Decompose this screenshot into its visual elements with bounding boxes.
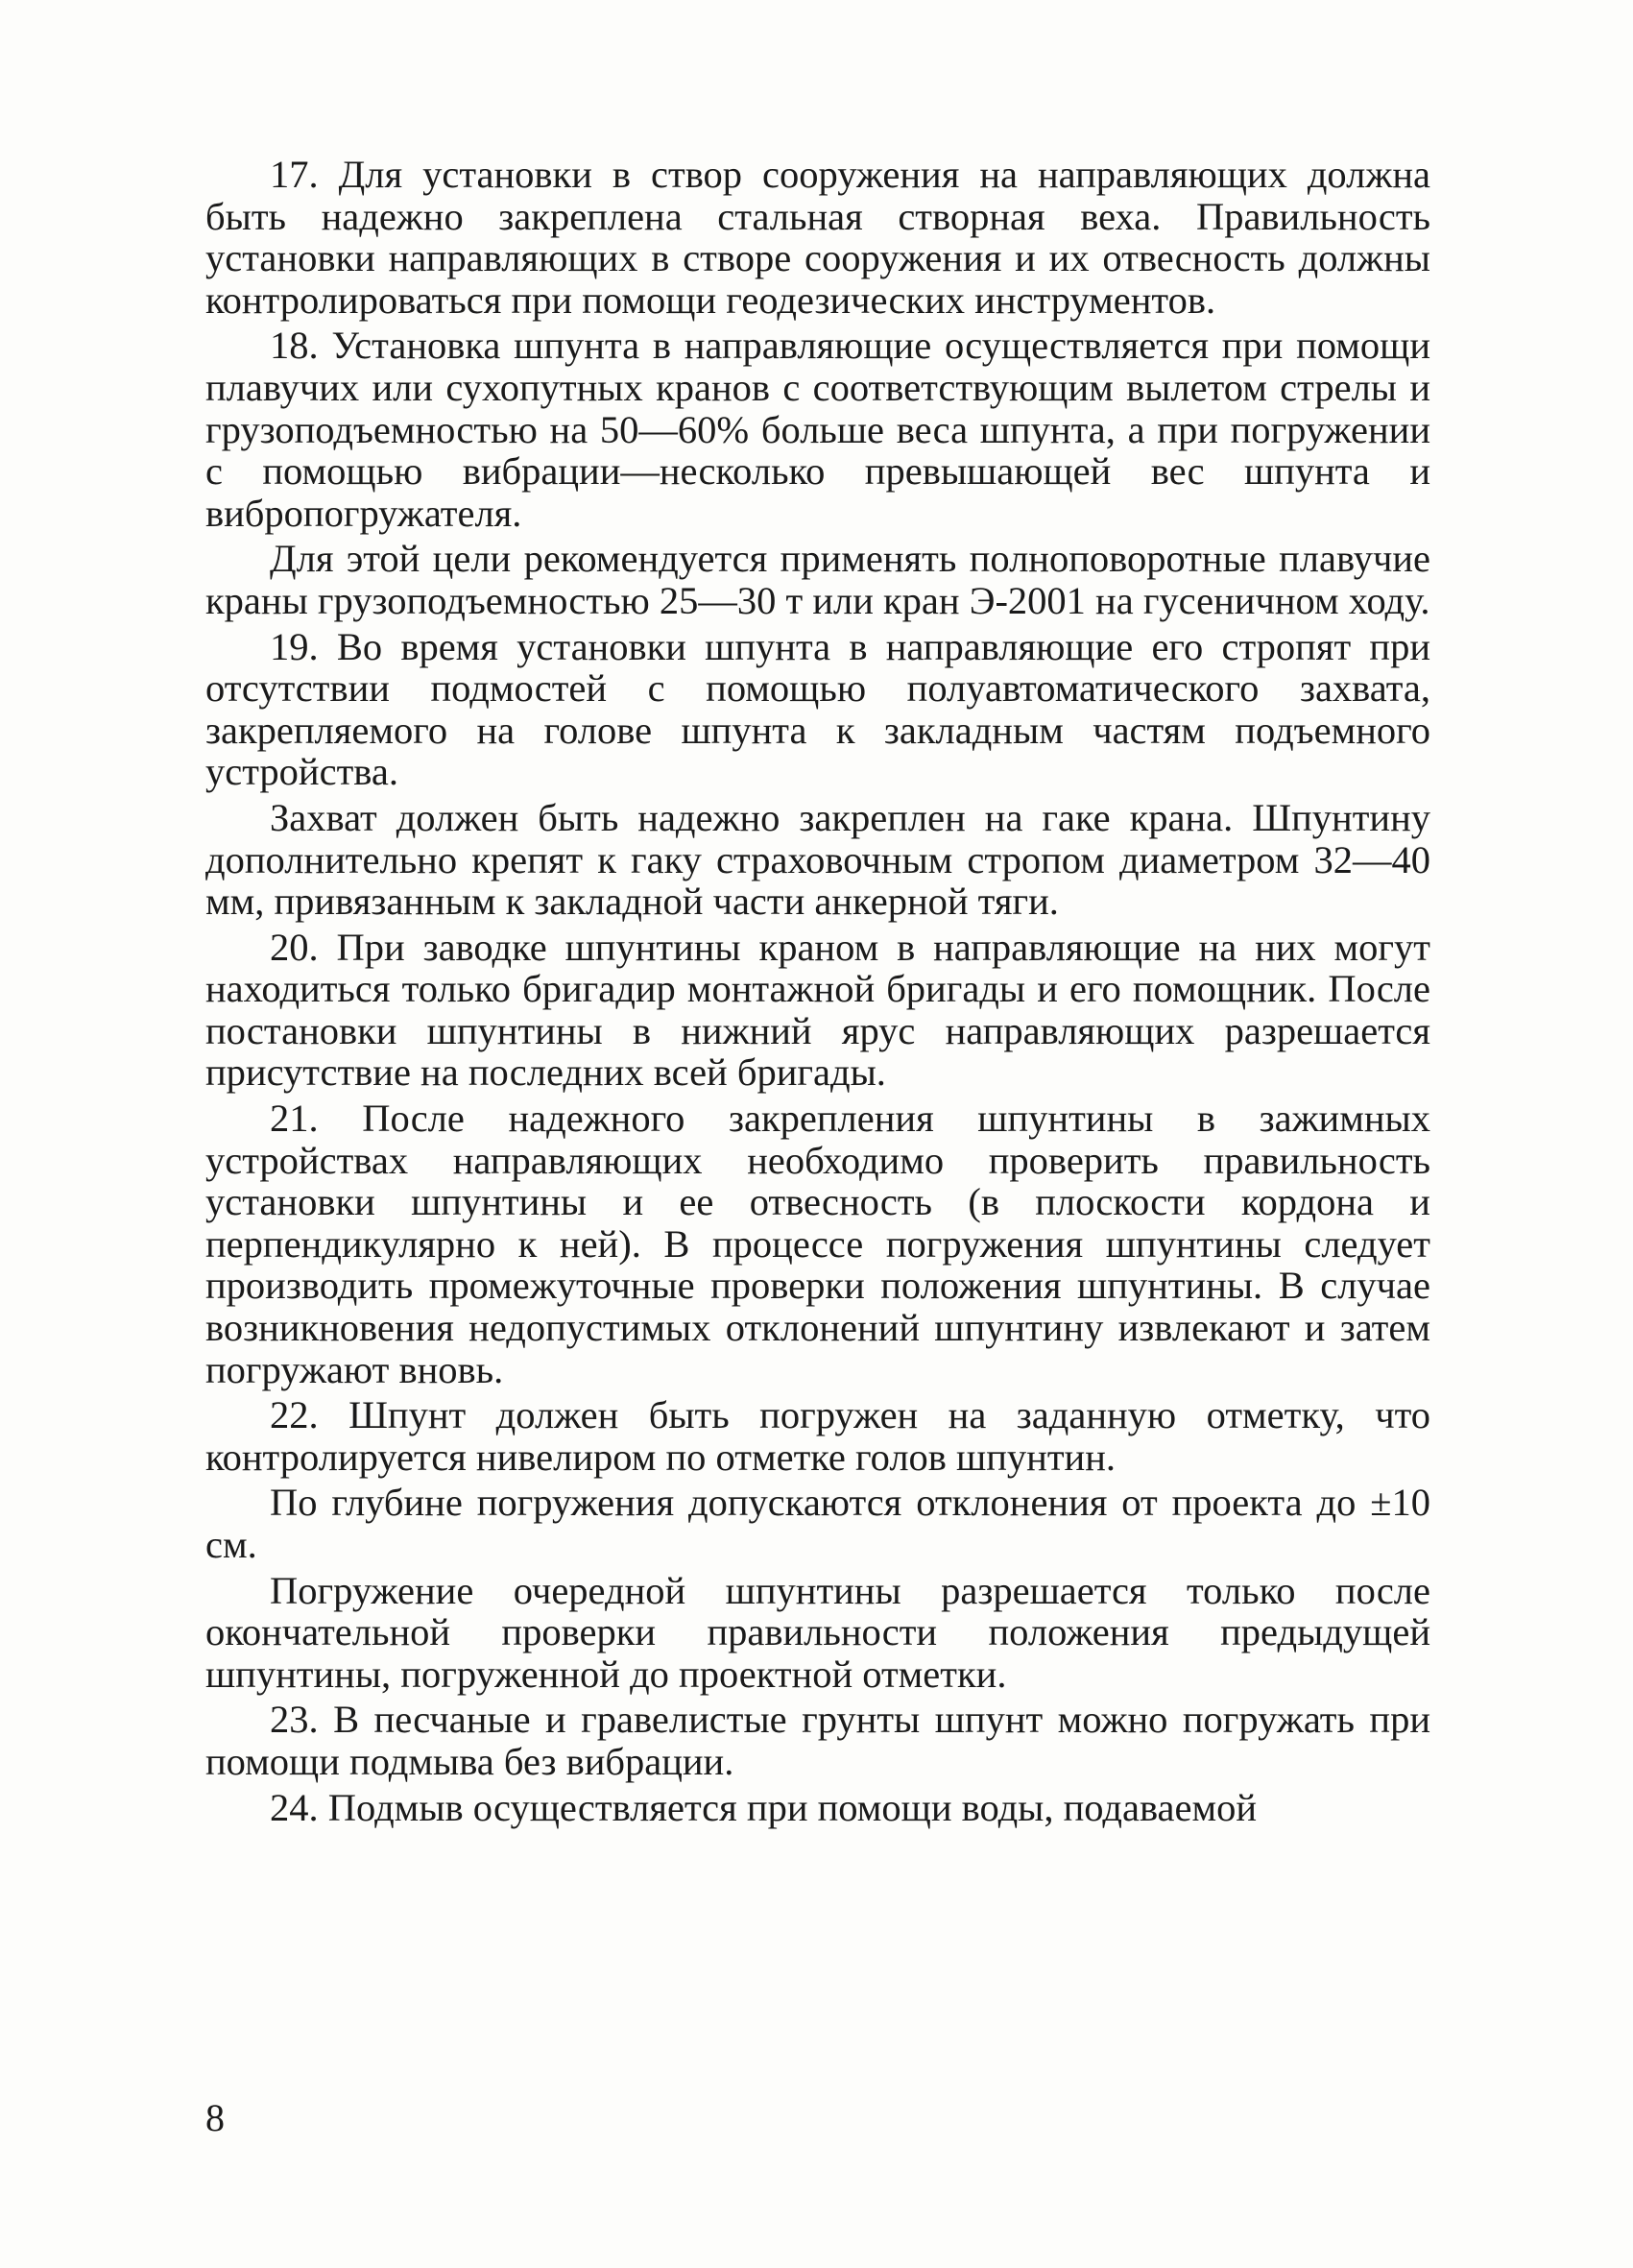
body-text <box>205 154 1430 1828</box>
paragraph-grip: Захват должен быть надежно закреплен на гаке крана. Шпунтину дополнительно крепят к гаку страховочным стропом диаметром 32—40 мм, привязанным к закладной части анкерной тяги. <box>205 795 1430 924</box>
paragraph-24: 24. Подмыв осуществляется при помощи воды, подаваемой <box>270 1785 1258 1829</box>
paragraph-sequence: Погружение очередной шпунтины разрешается только после окончательной проверки правильности положения предыдущей шпунтины, погруженной до проектной отметки. <box>205 1568 1430 1696</box>
paragraph-tolerance: По глубине погружения допускаются отклонения от проекта до ±10 см. <box>205 1481 1430 1566</box>
paragraph-22: 22. Шпунт должен быть погружен на заданную отметку, что контролируется нивелиром по отметке голов шпунтин. <box>205 1393 1430 1479</box>
paragraph-20: 20. При заводке шпунтины краном в направляющие на них могут находиться только бригадир монтажной бригады и его помощник. После постановки шпунтины в нижний ярус направляющих разрешается присутствие на последних всей бригады. <box>205 925 1430 1095</box>
paragraph-19: 19. Во время установки шпунта в направляющие его стропят при отсутствии подмостей с помощью полуавтоматического захвата, закрепляемого на голове шпунта к закладным частям подъемного устройства. <box>205 624 1430 794</box>
paragraph-cranes: Для этой цели рекомендуется применять полноповоротные плавучие краны грузоподъемностью 25—30 т или кран Э-2001 на гусеничном ходу. <box>205 537 1430 622</box>
page-number: 8 <box>205 2096 225 2139</box>
paragraph-17: 17. Для установки в створ сооружения на направляющих должна быть надежно закреплена стальная створная веха. Правильность установки направляющих в створе сооружения и их отвесность должны контролироваться при помощи геодезических инструментов. <box>205 153 1430 322</box>
paragraph-21: 21. После надежного закрепления шпунтины в зажимных устройствах направляющих необходимо проверить правильность установки шпунтины и ее отвесность (в плоскости кордона и перпендикулярно к ней). В процессе погружения шпунтины следует производить промежуточные проверки положения шпунтины. В случае возникновения недопустимых отклонений шпунтину извлекают и затем погружают вновь. <box>205 1097 1430 1391</box>
paragraph-23: 23. В песчаные и гравелистые грунты шпунт можно погружать при помощи подмыва без вибрации. <box>205 1698 1430 1783</box>
paragraph-18: 18. Установка шпунта в направляющие осуществляется при помощи плавучих или сухопутных кранов с соответствующим вылетом стрелы и грузоподъемностью на 50—60% больше веса шпунта, а при погружении с помощью вибрации—несколько превышающей вес шпунта и вибропогружателя. <box>205 324 1430 535</box>
